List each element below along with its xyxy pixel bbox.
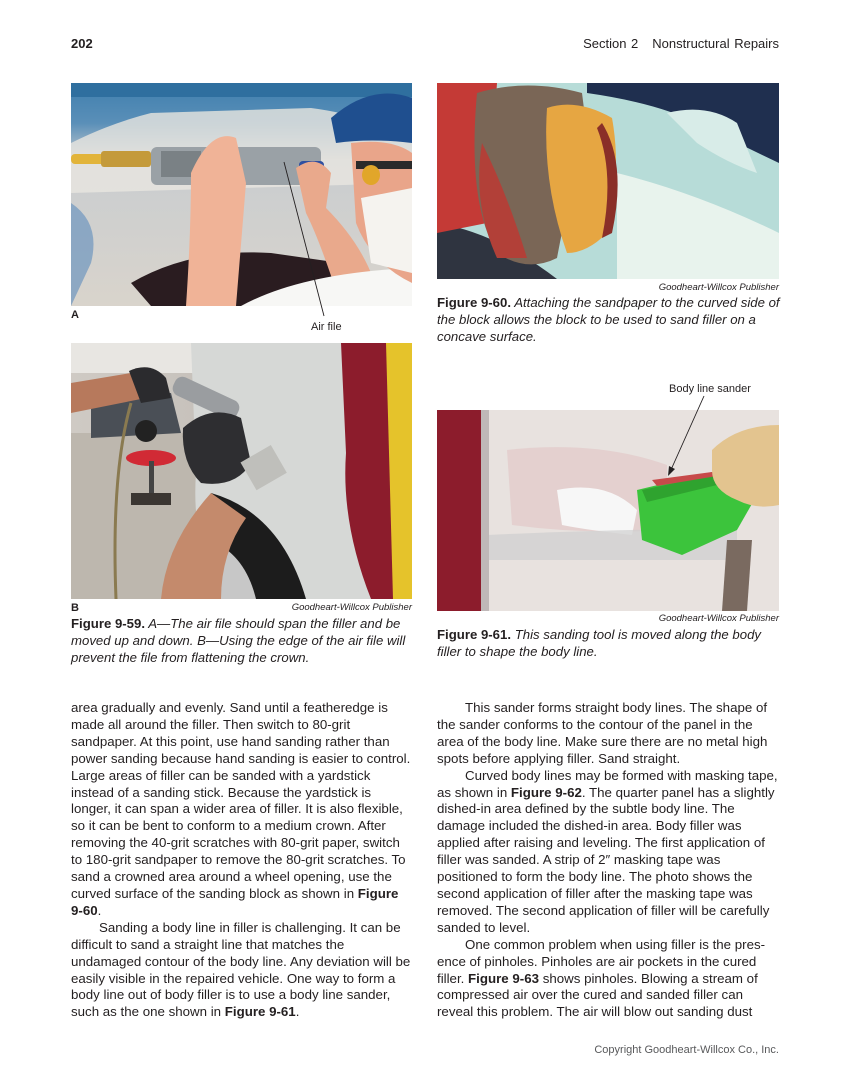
figure-number: Figure 9-59. [71,616,146,631]
body-column-right [437,700,779,1021]
paragraph [437,937,779,1022]
figure-reference: Figure 9-63 [468,970,539,986]
figure-reference: Figure 9-62 [510,784,582,800]
figure-reference: Figure 9-60 [71,885,399,918]
caption-text: This sanding tool is moved along the body filler to shape the body line. [437,627,762,659]
paragraph-text: One common problem when using filler is the presence of pinholes. Pinholes are air pockets in the cured filler. [437,936,766,986]
paragraph [437,768,779,937]
paragraph-text: shows pinholes. Blowing a stream of compressed air over the cured and sanded filler can reveal this problem. The air will blow out sanding dust [437,970,758,1020]
callout-body-line-sander: Body line sander [669,383,751,395]
section-title: Nonstructural Repairs [652,36,779,51]
panel-label-b: B [71,602,79,614]
photo-credit-9-61: Goodheart-Willcox Publisher [658,613,779,624]
figure-number: Figure 9-60. [437,295,512,310]
page-number: 202 [71,36,93,51]
caption-text: A—The air file should span the filler and be moved up and down. B—Using the edge of the air file will prevent the file from flattening the crown. [71,616,406,665]
figure-reference: Figure 9-61 [224,1004,296,1020]
panel-label-a: A [71,309,79,321]
photo-credit-9-59: Goodheart-Willcox Publisher [291,602,412,613]
running-head [583,36,779,51]
paragraph-text: . The quarter panel has a slightly dished-in area defined by the subtle body line. The damage included the dished-in area. Body filler was applied after raising and leveling. The first application of filler was sanded. A strip of 2″ masking tape was positioned to form the body line. The photo shows the second application of filler after the masking tape was removed. The second application of filler will be carefully sanded to level. [437,784,775,935]
photo-credit-9-60: Goodheart-Willcox Publisher [658,282,779,293]
photo-air-file-sanding [71,83,412,306]
copyright-footer: Copyright Goodheart-Willcox Co., Inc. [594,1044,779,1056]
callout-air-file: Air file [311,321,342,333]
photo-air-file-edge [71,343,412,599]
paragraph-text: Sanding a body line in filler is challenging. It can be difficult to sand a straight line that matches the undamaged contour of the body line. Any deviation will be easily visible in the repaired vehicle. One way to form a body line out of body filler is to use a body line sander, such as the one shown in [71,919,411,1020]
caption-figure-9-61 [437,626,782,660]
paragraph [71,700,413,920]
section-label: Section 2 [583,36,639,51]
paragraph-text: Curved body lines may be formed with masking tape, as shown in [437,767,778,800]
paragraph: This sander forms straight body lines. The shape of the sander conforms to the contour of the panel in the area of the body line. Make sure there are no metal high spots before applying filler. Sand straight. [437,700,768,766]
paragraph-text: area gradually and evenly. Sand until a featheredge is made all around the filler. Then switch to 80-grit sandpaper. At this point, use hand sanding rather than power sanding because hand sanding is easier to control. Large areas of filler can be sanded with a yardstick instead of a sanding stick. Because the yardstick is longer, it can span a wider area of filler. It is also flexible, so it can be bent to conform to a medium crown. After removing the 40-grit scratches with 80-grit paper, switch to 180-grit sandpaper to remove the 80-grit scratches. To sand a crowned area around a wheel opening, use the curved surface of the sanding block as shown in [71,700,411,901]
caption-figure-9-60 [437,294,782,345]
photo-body-line-sander [437,410,779,611]
photo-curved-sanding-block [437,83,779,279]
paragraph [71,920,413,1021]
caption-figure-9-59 [71,615,413,666]
paragraph-text: . [295,1004,300,1020]
body-column-left [71,700,413,1021]
paragraph-text: . [97,902,102,918]
figure-number: Figure 9-61. [437,627,512,642]
caption-text: Attaching the sandpaper to the curved side of the block allows the block to be used to sand filler on a concave surface. [437,295,780,344]
